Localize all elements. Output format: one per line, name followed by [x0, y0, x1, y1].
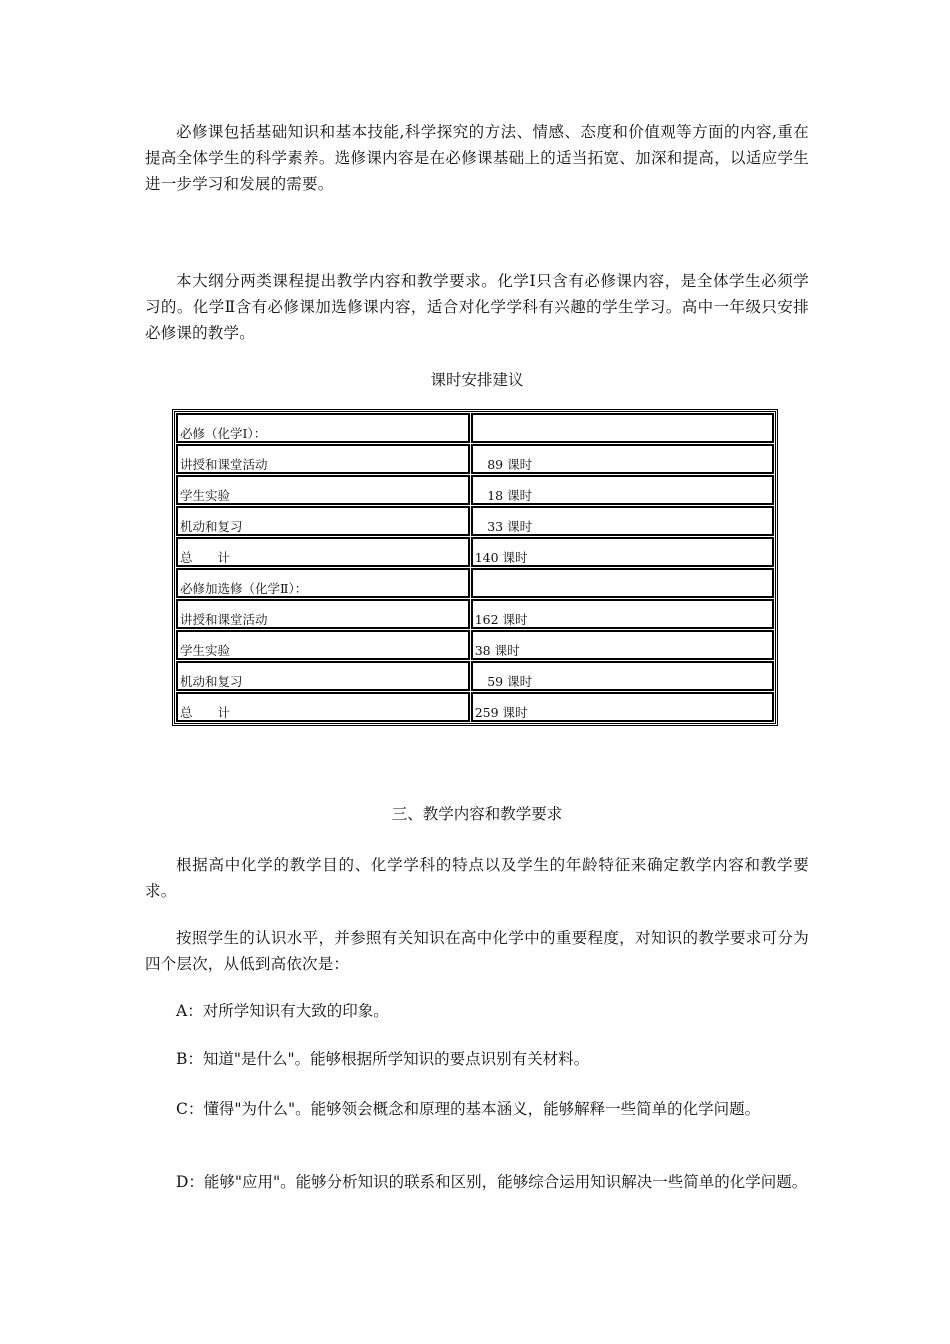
- paragraph-four-levels: 按照学生的认识水平，并参照有关知识在高中化学中的重要程度，对知识的教学要求可分为四个层次，从低到高依次是：: [145, 929, 809, 973]
- row-label-cell: 机动和复习: [176, 506, 470, 536]
- row-hours-cell: 259 课时: [471, 692, 774, 722]
- row-hours-cell: [471, 568, 774, 598]
- level-d-item: D：能够"应用"。能够分析知识的联系和区别，能够综合运用知识解决一些简单的化学问题。: [176, 1173, 808, 1191]
- row-label-cell: 总 计: [176, 692, 470, 722]
- table-row: [176, 568, 774, 598]
- table-row: [176, 599, 774, 629]
- row-label-cell: 总 计: [176, 537, 470, 567]
- row-hours-cell: 140 课时: [471, 537, 774, 567]
- row-hours-cell: 59 课时: [471, 661, 774, 691]
- table-row: [176, 630, 774, 660]
- row-hours-cell: 33 课时: [471, 506, 774, 536]
- row-hours-cell: 162 课时: [471, 599, 774, 629]
- table-row: [176, 661, 774, 691]
- paragraph-course-types: 本大纲分两类课程提出教学内容和教学要求。化学Ⅰ只含有必修课内容，是全体学生必须学习的。化学Ⅱ含有必修课加选修课内容，适合对化学学科有兴趣的学生学习。高中一年级只安排必修课的教学。: [145, 272, 809, 342]
- level-b-item: B：知道"是什么"。能够根据所学知识的要点识别有关材料。: [176, 1050, 590, 1068]
- row-label-cell: 讲授和课堂活动: [176, 444, 470, 474]
- table-row: [176, 506, 774, 536]
- class-hours-table: [172, 409, 778, 726]
- row-hours-cell: 89 课时: [471, 444, 774, 474]
- section-heading: 三、教学内容和教学要求: [391, 805, 563, 823]
- row-label-cell: 讲授和课堂活动: [176, 599, 470, 629]
- level-a-item: A：对所学知识有大致的印象。: [176, 1002, 389, 1020]
- table-caption: 课时安排建议: [430, 371, 524, 389]
- table-row: [176, 444, 774, 474]
- paragraph-content-basis: 根据高中化学的教学目的、化学学科的特点以及学生的年龄特征来确定教学内容和教学要求。: [145, 856, 809, 900]
- table-row: [176, 537, 774, 567]
- level-c-item: C：懂得"为什么"。能够领会概念和原理的基本涵义，能够解释一些简单的化学问题。: [176, 1100, 761, 1118]
- row-hours-cell: 18 课时: [471, 475, 774, 505]
- row-hours-cell: 38 课时: [471, 630, 774, 660]
- paragraph-compulsory-elective: 必修课包括基础知识和基本技能,科学探究的方法、情感、态度和价值观等方面的内容,重在提高全体学生的科学素养。选修课内容是在必修课基础上的适当拓宽、加深和提高，以适应学生进一步学习和发展的需要。: [145, 123, 809, 193]
- row-label-cell: 学生实验: [176, 475, 470, 505]
- row-hours-cell: [471, 413, 774, 443]
- row-label-cell: 机动和复习: [176, 661, 470, 691]
- row-label-cell: 学生实验: [176, 630, 470, 660]
- table-row: [176, 475, 774, 505]
- table-row: [176, 413, 774, 443]
- row-label-cell: 必修（化学Ⅰ）：: [176, 413, 470, 443]
- row-label-cell: 必修加选修（化学Ⅱ）：: [176, 568, 470, 598]
- table-row: [176, 692, 774, 722]
